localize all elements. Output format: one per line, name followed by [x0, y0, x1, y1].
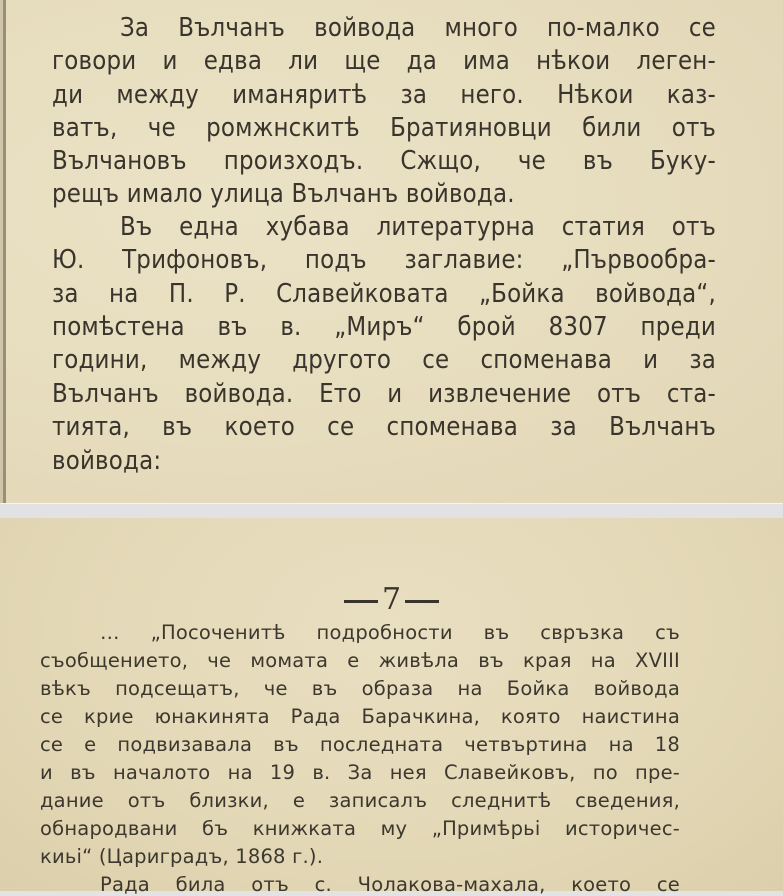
text-line: рещъ имало улица Вълчанъ войвода. [52, 179, 515, 209]
text-line: Вълчановъ произходъ. Сжщо, че въ Буку- [52, 146, 716, 176]
text-line: обнародвани бъ книжката му „Примѣрьі историчес- [40, 817, 680, 840]
text-line: Ю. Трифоновъ, подъ заглавие: „Първообра- [52, 245, 716, 275]
text-line: войвода: [52, 446, 162, 476]
text-line: и въ началото на 19 в. За нея Славейковъ, по пре- [40, 761, 680, 784]
text-line: помѣстена въ в. „Миръ“ брой 8307 преди [52, 312, 716, 342]
text-line: вѣкъ подсещатъ, че въ образа на Бойка войвода [40, 677, 680, 700]
text-line: За Вълчанъ войвода много по-малко се [120, 13, 716, 43]
text-line: киьі“ (Цариградъ, 1868 г.). [40, 845, 324, 868]
text-line: Въ една хубава литературна статия отъ [120, 212, 716, 242]
text-line: години, между другото се споменава и за [52, 345, 716, 375]
text-line: … „Посоченитѣ подробности въ свръзка съ [100, 621, 680, 644]
page-number-value: 7 [381, 582, 402, 617]
text-line: Рада била отъ с. Чолакова-махала, което се [100, 873, 680, 896]
text-line: се е подвизавала въ последната четвъртина на 18 [40, 733, 680, 756]
text-line: се крие юнакинята Рада Барачкина, която наистина [40, 705, 680, 728]
text-line: за на П. Р. Славейковата „Бойка войвода“, [52, 279, 716, 309]
text-line: ватъ, че ромжнскитѣ Братияновци били отъ [52, 113, 716, 143]
text-line: говори и едва ли ще да има нѣкои леген- [52, 46, 716, 76]
text-line: ди между иманяритѣ за него. Нѣкои каз- [52, 80, 716, 110]
text-line: съобщението, че момата е живѣла въ края на XVIII [40, 649, 680, 672]
text-line: тията, въ което се споменава за Вълчанъ [52, 412, 716, 442]
text-line: Вълчанъ войвода. Ето и извлечение отъ ста- [52, 379, 716, 409]
text-line: дание отъ близки, е записалъ следнитѣ сведения, [40, 789, 680, 812]
